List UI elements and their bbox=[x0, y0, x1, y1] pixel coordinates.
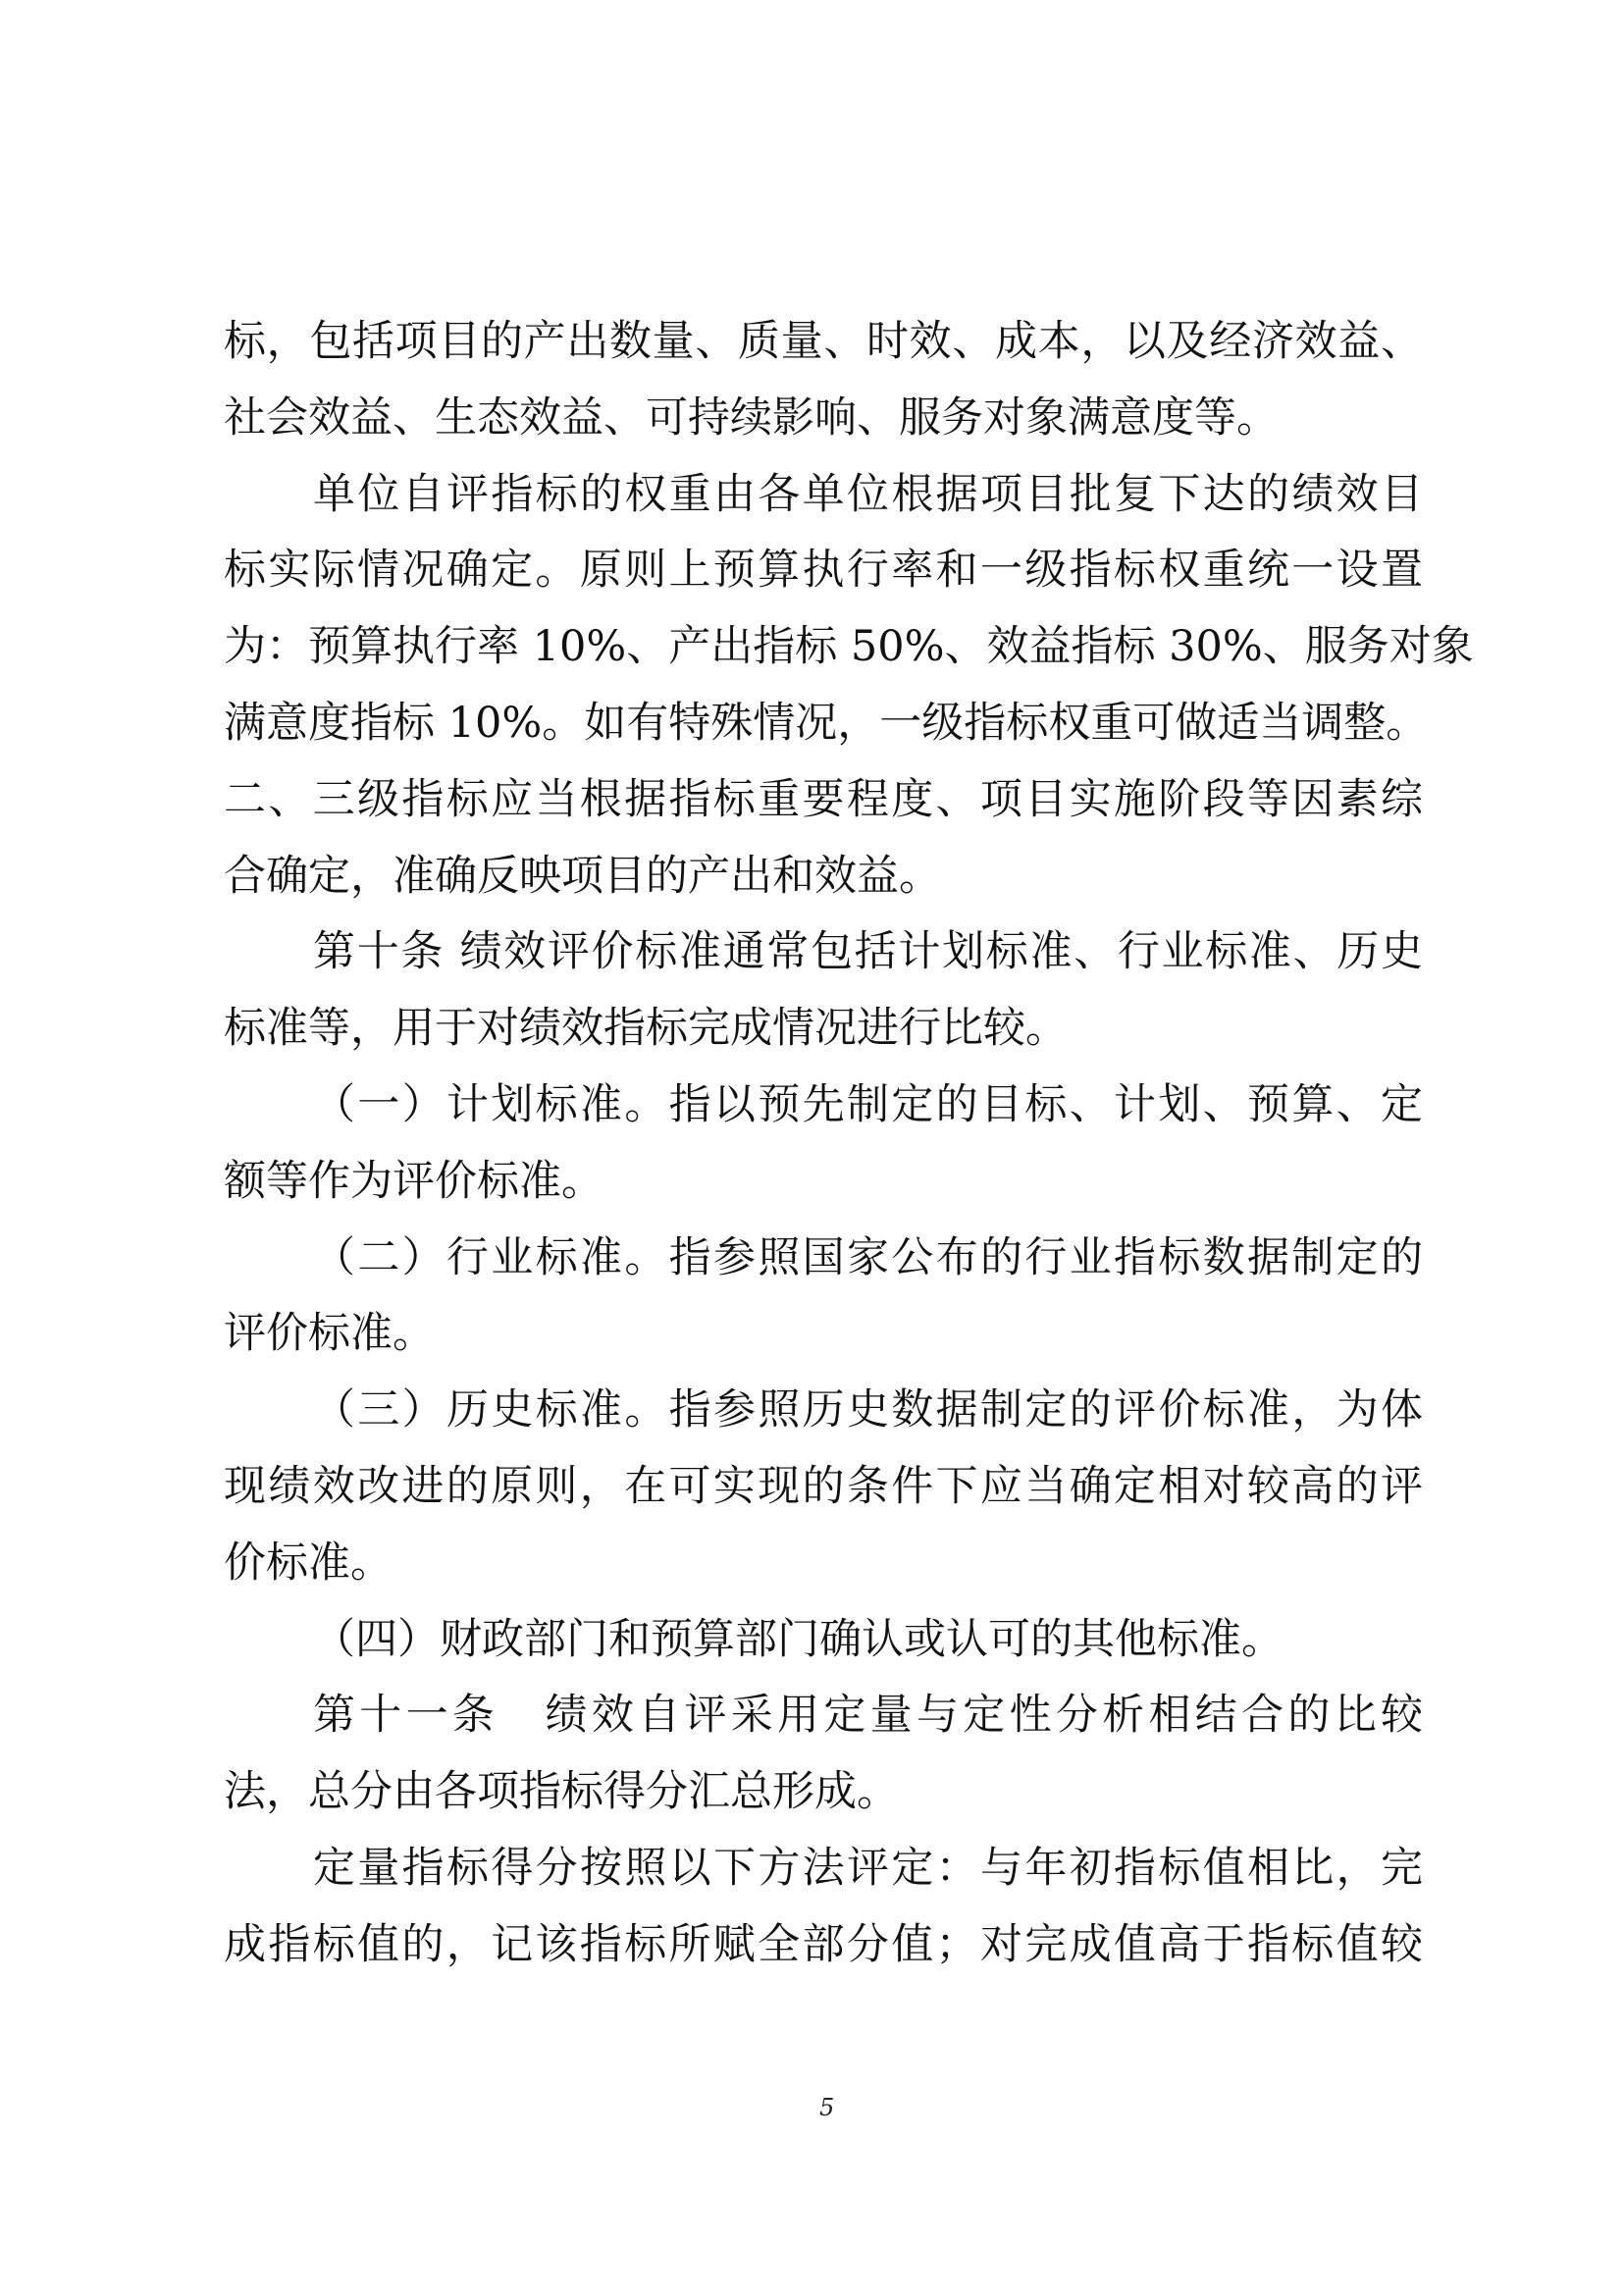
article-heading-line: 第十条 绩效评价标准通常包括计划标准、行业标准、历史 bbox=[313, 927, 1423, 977]
page-number: 5 bbox=[819, 2094, 835, 2121]
text-line: 定量指标得分按照以下方法评定：与年初指标值相比，完 bbox=[313, 1843, 1423, 1893]
text-line: 单位自评指标的权重由各单位根据项目批复下达的绩效目 bbox=[313, 469, 1423, 519]
text-line: 为：预算执行率 10%、产出指标 50%、效益指标 30%、服务对象 bbox=[224, 622, 1474, 672]
text-line: 价标准。 bbox=[224, 1538, 393, 1588]
text-line: 法，总分由各项指标得分汇总形成。 bbox=[224, 1767, 899, 1817]
text-line: 标准等，用于对绩效指标完成情况进行比较。 bbox=[224, 1004, 1068, 1054]
article-heading-line: 第十一条 绩效自评采用定量与定性分析相结合的比较 bbox=[313, 1691, 1423, 1741]
text-line: 满意度指标 10%。如有特殊情况，一级指标权重可做适当调整。 bbox=[224, 698, 1429, 748]
text-line: 现绩效改进的原则，在可实现的条件下应当确定相对较高的评 bbox=[224, 1461, 1423, 1511]
text-line: 标，包括项目的产出数量、质量、时效、成本，以及经济效益、 bbox=[224, 317, 1423, 366]
document-body bbox=[224, 312, 1474, 1992]
list-item-line: （四）财政部门和预算部门确认或认可的其他标准。 bbox=[313, 1614, 1283, 1664]
list-item-line: （二）行业标准。指参照国家公布的行业指标数据制定的 bbox=[313, 1232, 1423, 1282]
text-line: 成指标值的，记该指标所赋全部分值；对完成值高于指标值较 bbox=[224, 1919, 1423, 1969]
text-line: 评价标准。 bbox=[224, 1309, 435, 1359]
text-line: 社会效益、生态效益、可持续影响、服务对象满意度等。 bbox=[224, 392, 1279, 443]
list-item-line: （三）历史标准。指参照历史数据制定的评价标准，为体 bbox=[313, 1385, 1423, 1435]
text-line: 标实际情况确定。原则上预算执行率和一级指标权重统一设置 bbox=[224, 546, 1423, 596]
list-item-line: （一）计划标准。指以预先制定的目标、计划、预算、定 bbox=[313, 1079, 1423, 1129]
text-line: 额等作为评价标准。 bbox=[224, 1156, 603, 1206]
text-line: 二、三级指标应当根据指标重要程度、项目实施阶段等因素综 bbox=[224, 774, 1423, 824]
text-line: 合确定，准确反映项目的产出和效益。 bbox=[224, 851, 941, 901]
